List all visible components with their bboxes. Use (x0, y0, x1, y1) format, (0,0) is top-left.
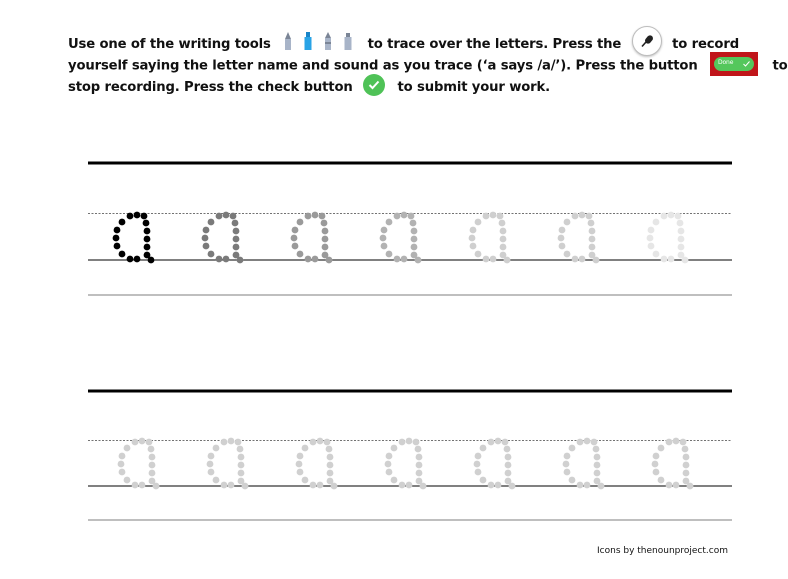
trace-dot (124, 477, 131, 484)
trace-dot (399, 439, 406, 446)
trace-dot (653, 251, 660, 258)
instructions-text-1a: Use one of the writing tools (68, 37, 271, 52)
trace-dot (666, 482, 673, 489)
trace-dot (113, 235, 120, 242)
trace-dot (415, 257, 422, 264)
trace-dot (564, 469, 571, 476)
trace-dot (391, 477, 398, 484)
trace-dot (207, 461, 214, 468)
trace-dot (213, 477, 220, 484)
trace-dot (310, 439, 317, 446)
trace-dot (589, 228, 596, 235)
instructions-text-3b: to submit your work. (397, 80, 550, 95)
trace-dot (134, 256, 141, 263)
trace-dot (322, 228, 329, 235)
trace-dot (321, 220, 328, 227)
trace-dot (302, 477, 309, 484)
trace-dot (119, 219, 126, 226)
trace-dot (132, 482, 139, 489)
trace-dot (394, 256, 401, 263)
trace-dot (475, 219, 482, 226)
trace-dot (483, 213, 490, 220)
trace-dot (647, 235, 654, 242)
trace-dot (327, 454, 334, 461)
trace-dot (411, 228, 418, 235)
trace-dot (238, 462, 245, 469)
trace-dot (499, 220, 506, 227)
trace-dot (673, 482, 680, 489)
row2-letter-a-6[interactable] (563, 438, 605, 490)
trace-dot (292, 227, 299, 234)
trace-dot (678, 236, 685, 243)
trace-dot (666, 439, 673, 446)
trace-dot (416, 462, 423, 469)
trace-dot (124, 445, 131, 452)
trace-dot (291, 235, 298, 242)
trace-dot (148, 446, 155, 453)
trace-dot (381, 243, 388, 250)
trace-dot (474, 461, 481, 468)
trace-dot (149, 454, 156, 461)
trace-dot (584, 438, 591, 445)
trace-dot (134, 212, 141, 219)
trace-dot (687, 483, 694, 490)
trace-dot (564, 219, 571, 226)
trace-dot (673, 438, 680, 445)
trace-dot (386, 251, 393, 258)
row2-letters (118, 438, 694, 490)
trace-dot (410, 220, 417, 227)
trace-dot (127, 256, 134, 263)
trace-dot (505, 462, 512, 469)
trace-dot (563, 461, 570, 468)
trace-dot (326, 446, 333, 453)
trace-dot (327, 470, 334, 477)
trace-dot (401, 256, 408, 263)
instructions-text-1b: to trace over the letters. Press the (367, 37, 622, 52)
trace-dot (500, 228, 507, 235)
trace-dot (488, 439, 495, 446)
trace-dot (658, 477, 665, 484)
trace-dot (232, 220, 239, 227)
trace-dot (202, 235, 209, 242)
trace-dot (381, 227, 388, 234)
trace-dot (416, 454, 423, 461)
trace-dot (406, 438, 413, 445)
trace-dot (678, 244, 685, 251)
trace-dot (594, 470, 601, 477)
trace-dot (594, 462, 601, 469)
trace-dot (675, 213, 682, 220)
trace-dot (132, 439, 139, 446)
trace-dot (399, 482, 406, 489)
trace-dot (682, 446, 689, 453)
trace-dot (586, 213, 593, 220)
trace-dot (579, 212, 586, 219)
trace-dot (223, 256, 230, 263)
trace-dot (579, 256, 586, 263)
trace-dot (153, 483, 160, 490)
trace-dot (297, 453, 304, 460)
trace-dot (305, 213, 312, 220)
trace-dot (648, 227, 655, 234)
trace-dot (406, 482, 413, 489)
row1-letter-a-3[interactable] (291, 212, 333, 264)
trace-dot (569, 477, 576, 484)
trace-dot (326, 257, 333, 264)
trace-dot (593, 446, 600, 453)
trace-dot (119, 251, 126, 258)
trace-dot (683, 462, 690, 469)
trace-dot (683, 470, 690, 477)
trace-dot (598, 483, 605, 490)
trace-dot (420, 483, 427, 490)
trace-dot (680, 439, 687, 446)
trace-dot (319, 213, 326, 220)
trace-dot (413, 439, 420, 446)
trace-dot (146, 439, 153, 446)
trace-dot (559, 243, 566, 250)
row2-letter-a-3[interactable] (296, 438, 338, 490)
trace-dot (678, 228, 685, 235)
trace-dot (394, 213, 401, 220)
trace-dot (228, 482, 235, 489)
trace-dot (488, 482, 495, 489)
trace-dot (502, 439, 509, 446)
trace-dot (416, 470, 423, 477)
trace-dot (569, 445, 576, 452)
trace-dot (312, 212, 319, 219)
trace-dot (480, 477, 487, 484)
trace-dot (143, 220, 150, 227)
trace-dot (141, 213, 148, 220)
trace-dot (233, 244, 240, 251)
trace-dot (149, 462, 156, 469)
trace-dot (331, 483, 338, 490)
trace-dot (213, 445, 220, 452)
trace-dot (480, 445, 487, 452)
trace-dot (470, 227, 477, 234)
trace-dot (408, 213, 415, 220)
instructions-text-3a: stop recording. Press the check button (68, 80, 353, 95)
trace-dot (237, 257, 244, 264)
trace-dot (652, 461, 659, 468)
row1-letters (113, 212, 689, 264)
trace-dot (233, 236, 240, 243)
trace-dot (558, 235, 565, 242)
trace-dot (386, 469, 393, 476)
trace-dot (235, 439, 242, 446)
trace-dot (221, 439, 228, 446)
trace-dot (144, 236, 151, 243)
row1-letter-a-4[interactable] (380, 212, 422, 264)
trace-dot (572, 213, 579, 220)
trace-dot (504, 446, 511, 453)
row1-letter-a-2[interactable] (202, 212, 244, 264)
trace-dot (114, 227, 121, 234)
trace-dot (237, 446, 244, 453)
trace-dot (149, 470, 156, 477)
trace-dot (483, 256, 490, 263)
done-button-label: Done (718, 59, 734, 67)
trace-dot (475, 469, 482, 476)
trace-dot (203, 227, 210, 234)
trace-dot (385, 461, 392, 468)
trace-dot (223, 212, 230, 219)
trace-dot (411, 244, 418, 251)
trace-dot (411, 236, 418, 243)
trace-dot (139, 482, 146, 489)
trace-dot (589, 236, 596, 243)
trace-dot (119, 469, 126, 476)
trace-dot (242, 483, 249, 490)
trace-dot (139, 438, 146, 445)
trace-dot (297, 251, 304, 258)
trace-dot (577, 439, 584, 446)
trace-dot (312, 256, 319, 263)
trace-dot (509, 483, 516, 490)
trace-dot (591, 439, 598, 446)
trace-dot (490, 212, 497, 219)
trace-dot (683, 454, 690, 461)
row2-letter-a-2[interactable] (207, 438, 249, 490)
trace-dot (238, 470, 245, 477)
trace-dot (302, 445, 309, 452)
trace-dot (322, 244, 329, 251)
instructions-text-1c: to record (672, 37, 739, 52)
trace-dot (475, 251, 482, 258)
trace-dot (296, 461, 303, 468)
trace-dot (317, 438, 324, 445)
trace-dot (470, 243, 477, 250)
trace-dot (203, 243, 210, 250)
trace-dot (324, 439, 331, 446)
trace-dot (208, 251, 215, 258)
trace-dot (500, 236, 507, 243)
trace-dot (208, 469, 215, 476)
trace-dot (233, 228, 240, 235)
trace-dot (677, 220, 684, 227)
trace-dot (594, 454, 601, 461)
trace-dot (144, 228, 151, 235)
trace-dot (216, 213, 223, 220)
trace-dot (386, 453, 393, 460)
trace-dot (148, 257, 155, 264)
row1-letter-a-6[interactable] (558, 212, 600, 264)
trace-dot (505, 470, 512, 477)
trace-dot (118, 461, 125, 468)
trace-dot (648, 243, 655, 250)
instructions-text-2b: to (772, 58, 788, 73)
trace-dot (391, 445, 398, 452)
trace-dot (495, 482, 502, 489)
row1-letter-a-5[interactable] (469, 212, 511, 264)
trace-dot (297, 469, 304, 476)
trace-dot (564, 251, 571, 258)
trace-dot (415, 446, 422, 453)
trace-dot (490, 256, 497, 263)
trace-dot (564, 453, 571, 460)
row1-letter-a-1[interactable] (113, 212, 155, 264)
trace-dot (127, 213, 134, 220)
instructions-text-2a: yourself saying the letter name and sound as you trace (‘a says /a/’). Press the button (68, 58, 698, 73)
trace-dot (653, 219, 660, 226)
trace-dot (653, 453, 660, 460)
trace-dot (653, 469, 660, 476)
trace-dot (500, 244, 507, 251)
trace-dot (230, 213, 237, 220)
trace-dot (297, 219, 304, 226)
trace-dot (495, 438, 502, 445)
trace-dot (469, 235, 476, 242)
row1-letter-a-7[interactable] (647, 212, 689, 264)
trace-dot (588, 220, 595, 227)
row2-letter-a-7[interactable] (652, 438, 694, 490)
trace-dot (661, 213, 668, 220)
trace-dot (593, 257, 600, 264)
trace-dot (504, 257, 511, 264)
trace-dot (322, 236, 329, 243)
row2-letter-a-4[interactable] (385, 438, 427, 490)
trace-dot (682, 257, 689, 264)
trace-dot (114, 243, 121, 250)
trace-dot (577, 482, 584, 489)
trace-dot (305, 256, 312, 263)
trace-dot (221, 482, 228, 489)
row2-letter-a-5[interactable] (474, 438, 516, 490)
trace-dot (292, 243, 299, 250)
trace-dot (238, 454, 245, 461)
trace-dot (310, 482, 317, 489)
trace-dot (144, 244, 151, 251)
row2-letter-a-1[interactable] (118, 438, 160, 490)
trace-dot (208, 453, 215, 460)
trace-dot (380, 235, 387, 242)
trace-dot (572, 256, 579, 263)
trace-dot (228, 438, 235, 445)
trace-dot (505, 454, 512, 461)
trace-dot (559, 227, 566, 234)
trace-dot (497, 213, 504, 220)
trace-dot (216, 256, 223, 263)
trace-dot (386, 219, 393, 226)
trace-dot (327, 462, 334, 469)
trace-dot (668, 212, 675, 219)
trace-dot (119, 453, 126, 460)
trace-dot (475, 453, 482, 460)
trace-dot (661, 256, 668, 263)
trace-dot (317, 482, 324, 489)
trace-dot (208, 219, 215, 226)
trace-dot (589, 244, 596, 251)
trace-dot (584, 482, 591, 489)
trace-dot (401, 212, 408, 219)
trace-dot (668, 256, 675, 263)
trace-dot (658, 445, 665, 452)
icon-credit: Icons by thenounproject.com (597, 546, 728, 556)
